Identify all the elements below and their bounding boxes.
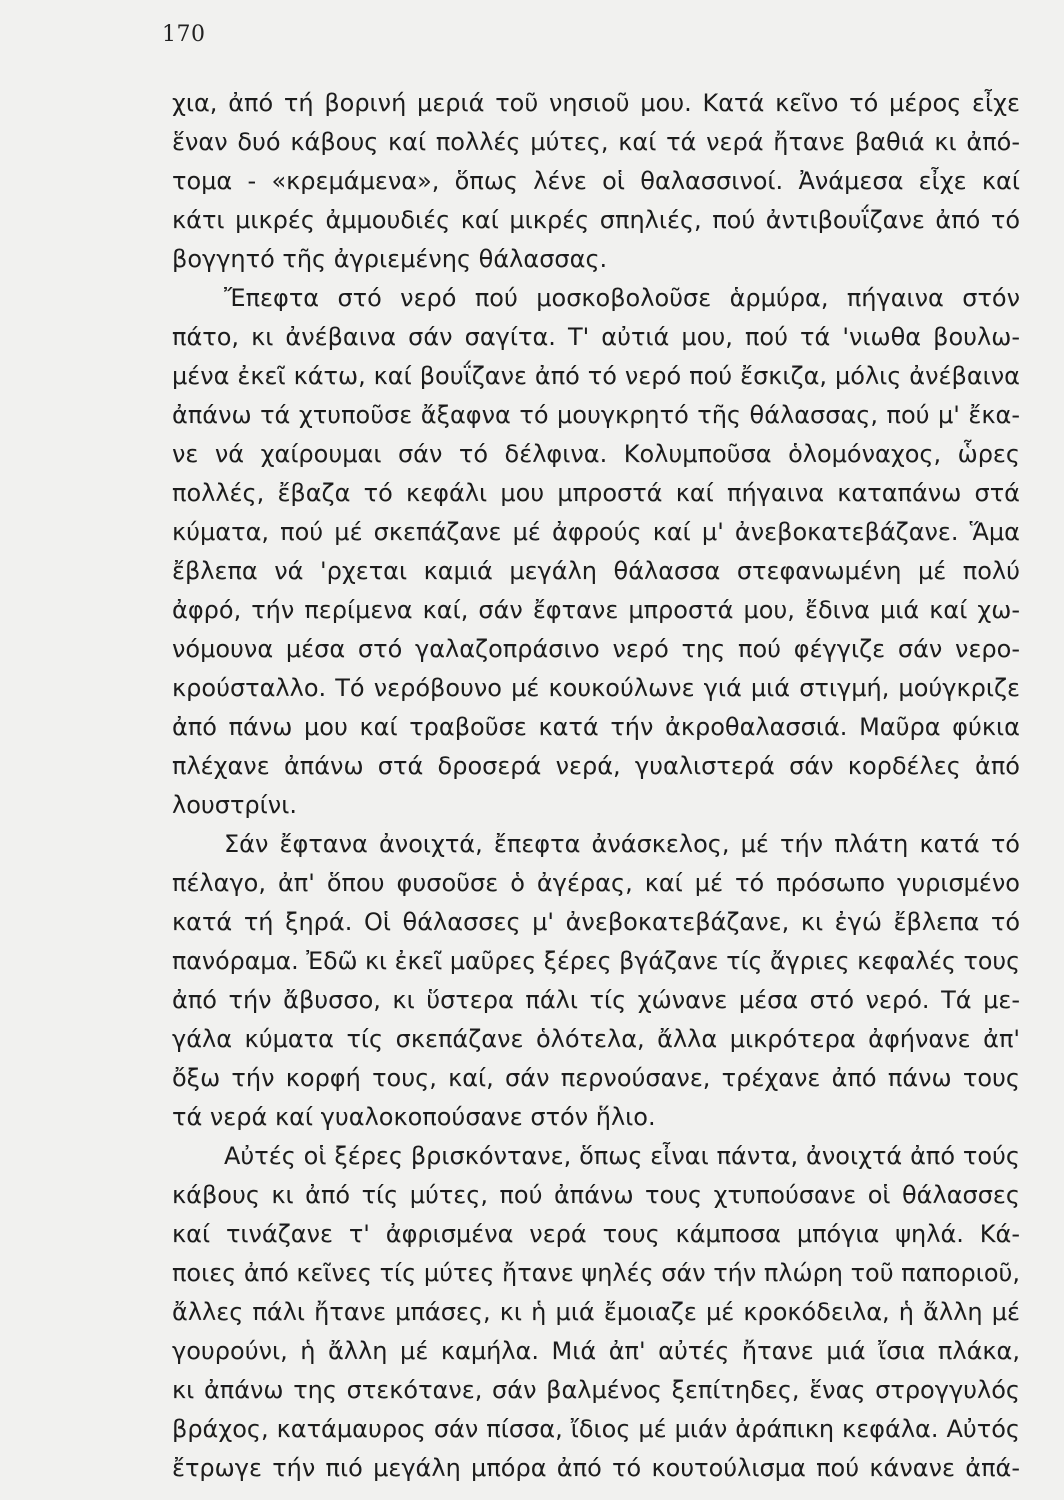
text-line: ἀπό πάνω μου καί τραβοῦσε κατά τήν ἀκροθαλασσιά. Μαῦρα φύκια — [172, 713, 1020, 741]
text-line: πολλές, ἔβαζα τό κεφάλι μου μπροστά καί πήγαινα καταπάνω στά — [172, 479, 1020, 507]
text-line: ἕναν δυό κάβους καί πολλές μύτες, καί τά νερά ἤτανε βαθιά κι ἀπό- — [172, 128, 1020, 156]
text-line: τομα - «κρεμάμενα», ὅπως λένε οἱ θαλασσινοί. Ἀνάμεσα εἶχε καί — [172, 167, 1020, 195]
text-line: χια, ἀπό τή βορινή μεριά τοῦ νησιοῦ μου. Κατά κεῖνο τό μέρος εἶχε — [172, 89, 1020, 117]
text-line: κατά τή ξηρά. Οἱ θάλασσες μ' ἀνεβοκατεβάζανε, κι ἐγώ ἔβλεπα τό — [172, 908, 1020, 936]
text-line: βράχος, κατάμαυρος σάν πίσσα, ἴδιος μέ μιάν ἀράπικη κεφάλα. Αὐτός — [172, 1415, 1020, 1443]
text-line: ἀφρό, τήν περίμενα καί, σάν ἔφτανε μπροστά μου, ἔδινα μιά καί χω- — [172, 596, 1020, 624]
text-line: τά νερά καί γυαλοκοπούσανε στόν ἥλιο. — [172, 1103, 656, 1131]
text-line: γουρούνι, ἡ ἄλλη μέ καμήλα. Μιά ἀπ' αὐτές ἤτανε μιά ἴσια πλάκα, — [172, 1337, 1020, 1365]
text-line: γάλα κύματα τίς σκεπάζανε ὁλότελα, ἄλλα μικρότερα ἀφήνανε ἀπ' — [172, 1025, 1020, 1053]
text-line: ὄξω τήν κορφή τους, καί, σάν περνούσανε, τρέχανε ἀπό πάνω τους — [172, 1064, 1020, 1092]
text-line: ἀπό τήν ἄβυσσο, κι ὕστερα πάλι τίς χώνανε μέσα στό νερό. Τά με- — [172, 986, 1020, 1014]
text-line: ἀπάνω τά χτυποῦσε ἄξαφνα τό μουγκρητό τῆς θάλασσας, πού μ' ἔκα- — [172, 401, 1020, 429]
text-line: Αὐτές οἱ ξέρες βρισκόντανε, ὅπως εἶναι πάντα, ἀνοιχτά ἀπό τούς — [224, 1142, 1020, 1170]
text-line: πανόραμα. Ἐδῶ κι ἐκεῖ μαῦρες ξέρες βγάζανε τίς ἄγριες κεφαλές τους — [172, 947, 1020, 975]
text-line: ποιες ἀπό κεῖνες τίς μύτες ἤτανε ψηλές σάν τήν πλώρη τοῦ παποριοῦ, — [172, 1259, 1020, 1287]
text-line: πάτο, κι ἀνέβαινα σάν σαγίτα. Τ' αὐτιά μου, πού τά 'νιωθα βουλω- — [172, 323, 1020, 351]
text-line: κάτι μικρές ἀμμουδιές καί μικρές σπηλιές, πού ἀντιβουΐζανε ἀπό τό — [172, 206, 1020, 234]
text-line: κι ἀπάνω της στεκότανε, σάν βαλμένος ξεπίτηδες, ἕνας στρογγυλός — [172, 1376, 1020, 1404]
text-line: Ἔπεφτα στό νερό πού μοσκοβολοῦσε ἁρμύρα, πήγαινα στόν — [224, 284, 1020, 312]
text-line: καί τινάζανε τ' ἀφρισμένα νερά τους κάμποσα μπόγια ψηλά. Κά- — [172, 1220, 1020, 1248]
text-line: νόμουνα μέσα στό γαλαζοπράσινο νερό της πού φέγγιζε σάν νερο- — [172, 635, 1020, 663]
text-line: κάβους κι ἀπό τίς μύτες, πού ἀπάνω τους χτυπούσανε οἱ θάλασσες — [172, 1181, 1020, 1209]
text-line: βογγητό τῆς ἀγριεμένης θάλασσας. — [172, 245, 608, 273]
body-text — [172, 84, 1020, 1488]
text-line: λουστρίνι. — [172, 791, 297, 819]
text-line: κρούσταλλο. Τό νερόβουνο μέ κουκούλωνε γιά μιά στιγμή, μούγκριζε — [172, 674, 1020, 702]
text-line: ἔτρωγε τήν πιό μεγάλη μπόρα ἀπό τό κουτούλισμα πού κάνανε ἀπά- — [172, 1454, 1020, 1482]
text-line: κύματα, πού μέ σκεπάζανε μέ ἀφρούς καί μ' ἀνεβοκατεβάζανε. Ἅμα — [172, 518, 1020, 546]
text-line: πέλαγο, ἀπ' ὅπου φυσοῦσε ὁ ἀγέρας, καί μέ τό πρόσωπο γυρισμένο — [172, 869, 1020, 897]
text-line: Σάν ἔφτανα ἀνοιχτά, ἔπεφτα ἀνάσκελος, μέ τήν πλάτη κατά τό — [224, 830, 1020, 858]
page-number: 170 — [162, 22, 206, 47]
text-line: νε νά χαίρουμαι σάν τό δέλφινα. Κολυμποῦσα ὁλομόναχος, ὧρες — [172, 440, 1020, 468]
text-line: ἄλλες πάλι ἤτανε μπάσες, κι ἡ μιά ἔμοιαζε μέ κροκόδειλα, ἡ ἄλλη μέ — [172, 1298, 1020, 1326]
text-line: πλέχανε ἀπάνω στά δροσερά νερά, γυαλιστερά σάν κορδέλες ἀπό — [172, 752, 1020, 780]
text-line: ἔβλεπα νά 'ρχεται καμιά μεγάλη θάλασσα στεφανωμένη μέ πολύ — [172, 557, 1020, 585]
text-line: μένα ἐκεῖ κάτω, καί βουΐζανε ἀπό τό νερό πού ἔσκιζα, μόλις ἀνέβαινα — [172, 362, 1020, 390]
